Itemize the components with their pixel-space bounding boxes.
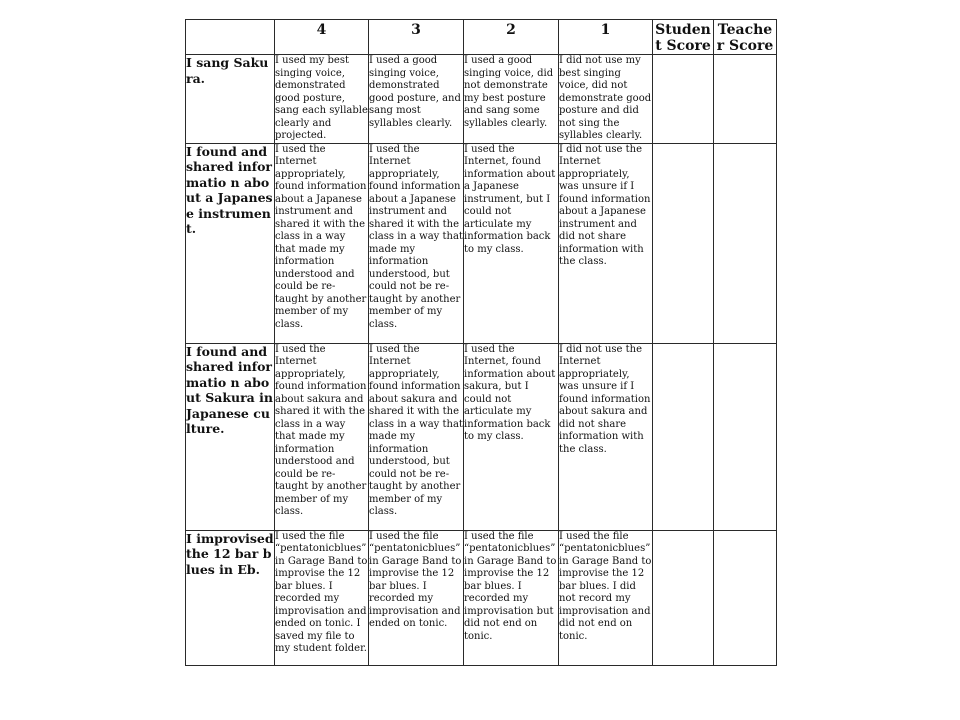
- level-3-cell: I used the file “pentatonicblues” in Garage Band to improvise the 12 bar blues. I recorded my improvisation and ended on tonic.: [369, 530, 464, 665]
- student-score-cell: [653, 143, 714, 343]
- teacher-score-cell: [714, 143, 777, 343]
- criterion-cell: I found and shared informatio n about a Japanese instrument.: [186, 143, 275, 343]
- header-level-4: 4: [275, 20, 369, 55]
- level-1-cell: I did not use my best singing voice, did not demonstrate good posture and did not sing the syllables clearly.: [559, 55, 652, 141]
- header-level-3: 3: [369, 20, 464, 55]
- level-2-cell: I used the file “pentatonicblues” in Garage Band to improvise the 12 bar blues. I recorded my improvisation but did not end on tonic.: [464, 530, 559, 665]
- student-score-cell: [653, 343, 714, 530]
- level-2-cell: I used the Internet, found information about a Japanese instrument, but I could not articulate my information back to my class.: [464, 143, 559, 343]
- level-1-cell: I used the file “pentatonicblues” in Garage Band to improvise the 12 bar blues. I did not record my improvisation and did not end on tonic.: [559, 530, 653, 665]
- header-student-score: Studen t Score: [653, 20, 714, 55]
- header-level-2: 2: [464, 20, 559, 55]
- level-4-cell: I used my best singing voice, demonstrated good posture, sang each syllable clearly and projected.: [275, 55, 368, 141]
- table-row: [186, 343, 777, 530]
- rubric-table: [185, 19, 777, 666]
- level-3-cell: I used the Internet appropriately, found information about a Japanese instrument and shared it with the class in a way that made my information understood, but could not be re-taught by another member of my class.: [369, 143, 464, 343]
- level-3-cell: I used a good singing voice, demonstrated good posture, and sang most syllables clearly.: [369, 55, 464, 144]
- criterion-cell: I improvised the 12 bar blues in Eb.: [186, 530, 275, 665]
- table-row: [186, 143, 777, 343]
- header-teacher-score: Teache r Score: [714, 20, 777, 55]
- teacher-score-cell: [714, 55, 777, 144]
- header-level-1: 1: [559, 20, 653, 55]
- header-row: [186, 20, 777, 55]
- level-2-cell: I used the Internet, found information about sakura, but I could not articulate my information back to my class.: [464, 343, 559, 530]
- level-1-cell: I did not use the Internet appropriately, was unsure if I found information about sakura and did not share information with the class.: [559, 343, 653, 530]
- table-row: [186, 55, 777, 144]
- student-score-cell: [653, 530, 714, 665]
- level-1-cell: I did not use the Internet appropriately, was unsure if I found information about a Japanese instrument and did not share information with the class.: [559, 143, 653, 343]
- level-4-cell: I used the file “pentatonicblues” in Garage Band to improvise the 12 bar blues. I recorded my improvisation and ended on tonic. I saved my file to my student folder.: [275, 530, 369, 665]
- criterion-cell: I sang Sakura.: [186, 55, 275, 144]
- teacher-score-cell: [714, 530, 777, 665]
- criterion-cell: I found and shared informatio n about Sakura in Japanese culture.: [186, 343, 275, 530]
- table-row: [186, 530, 777, 665]
- level-4-cell: I used the Internet appropriately, found information about sakura and shared it with the class in a way that made my information understood and could be re-taught by another member of my class.: [275, 343, 369, 530]
- header-criterion: [186, 20, 275, 55]
- student-score-cell: [653, 55, 714, 144]
- level-2-cell: I used a good singing voice, did not demonstrate my best posture and sang some syllables clearly.: [464, 55, 559, 144]
- level-4-cell: I used the Internet appropriately, found information about a Japanese instrument and shared it with the class in a way that made my information understood and could be re-taught by another member of my class.: [275, 143, 369, 343]
- teacher-score-cell: [714, 343, 777, 530]
- level-3-cell: I used the Internet appropriately, found information about sakura and shared it with the class in a way that made my information understood, but could not be re-taught by another member of my class.: [369, 343, 464, 530]
